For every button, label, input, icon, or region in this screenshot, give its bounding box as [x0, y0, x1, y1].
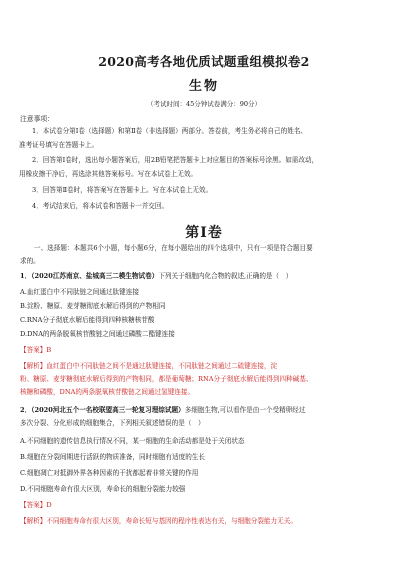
note-3-line1: 3．回答第Ⅱ卷时，将答案写在答题卡上。写在本试卷上无效。	[32, 186, 213, 194]
question-2-text-line2: 多次分裂、分化形成的细胞集合，下列相关叙述错误的是（ ）	[20, 419, 205, 427]
note-1	[19, 125, 378, 152]
question-2-answer	[20, 499, 52, 509]
subject-heading: 生物	[188, 79, 219, 94]
notes-label: 注意事项：	[20, 115, 54, 123]
instruction-line1: 一、选择题：本题共6个小题，每小题6分，在每小题给出的四个选项中，只有一项是符合题目要	[34, 244, 313, 252]
question-1-option-a: A.血红蛋白中不同肽链之间通过肽键连接	[20, 288, 139, 296]
question-1-stem	[20, 270, 390, 283]
question-2-source: 2．（2020河北五个一名校联盟高三一轮复习理综试题）	[20, 406, 185, 414]
section-instruction	[20, 242, 380, 268]
question-1-text: 下列关于细胞内化合物的叙述,正确的是（ ）	[158, 272, 293, 280]
analysis-line3: 核糖和磷酸，DNA的两条脱氧核苷酸链之间通过氢键连接。	[20, 388, 195, 396]
question-1-analysis	[20, 360, 390, 399]
analysis-tag: 【解析】	[20, 362, 47, 370]
section-title: 第Ⅰ卷	[185, 225, 223, 241]
note-2-line1: 2．回答第Ⅰ卷时，选出每小题答案后，用2B铅笔把答题卡上对应题目的答案标号涂黑。如需改动，	[32, 156, 319, 164]
question-1-source: 1．（2020江苏南京、盐城高三二模生物试卷）	[20, 272, 159, 280]
answer-value: B	[46, 346, 52, 354]
question-2-analysis	[20, 515, 390, 528]
note-3	[32, 184, 378, 198]
question-1-option-b: B.淀粉、糖原、麦芽糖彻底水解后得到的产物相同	[20, 302, 166, 310]
note-1-line1: 1．本试卷分第Ⅰ卷（选择题）和第Ⅱ卷（非选择题）两部分。答卷前，考生务必将自己的姓名、	[32, 127, 308, 135]
note-2	[19, 154, 378, 181]
question-1-option-d: D.DNA的两条脱氧核苷酸链之间通过磷酸二酯键连接	[20, 330, 175, 338]
analysis-line1: 血红蛋白中不同肽链之间不是通过肽键连接，不同肽链之间通过二硫键连接，淀	[46, 362, 278, 370]
note-4-line1: 4．考试结束后，将本试卷和答题卡一并交回。	[32, 202, 169, 210]
question-1-answer	[20, 344, 51, 354]
analysis-tag: 【解析】	[20, 517, 47, 525]
question-2-stem	[20, 404, 390, 430]
exam-info: （考试时间：45分钟试卷满分：90分）	[146, 100, 262, 108]
question-2-option-c: C.细胞凋亡对抵御外界各种因素的干扰都起着非常关键的作用	[20, 469, 199, 477]
analysis-line2: 粉、糖原、麦芽糖彻底水解后得到的产物相同，都是葡萄糖；RNA分子彻底水解后能得到四种碱基、	[20, 375, 313, 383]
question-2-option-d: D.不同细胞寿命有很大区别，寿命长的细胞分裂能力较强	[20, 485, 186, 493]
question-2-option-a: A.不同细胞的遗传信息执行情况不同，某一细胞的生命活动都是处于关闭状态	[20, 437, 245, 445]
note-2-line2: 用橡皮擦干净后，再选涂其他答案标号。写在本试卷上无效。	[19, 169, 198, 178]
question-1-option-c: C.RNA分子彻底水解后能得到四种核糖核苷酸	[20, 316, 155, 324]
note-4	[32, 200, 378, 214]
answer-tag: 【答案】	[20, 501, 47, 509]
paper-title: 2020高考各地优质试题重组模拟卷2	[98, 54, 310, 69]
question-2-option-b: B.细胞在分裂间期进行活跃的物质准备，同时细胞有适度的生长	[20, 453, 205, 461]
answer-tag: 【答案】	[20, 346, 47, 354]
instruction-line2: 求的。	[20, 257, 40, 265]
answer-value: D	[46, 501, 52, 509]
analysis-line1: 不同细胞寿命有很大区别，寿命长短与基因的程序性表达有关，与细胞分裂能力无关。	[46, 517, 297, 525]
question-2-text-line1: 多细胞生物,可以看作是由一个受精卵经过	[184, 406, 306, 414]
note-1-line2: 准考证号填写在答题卡上。	[19, 140, 99, 149]
